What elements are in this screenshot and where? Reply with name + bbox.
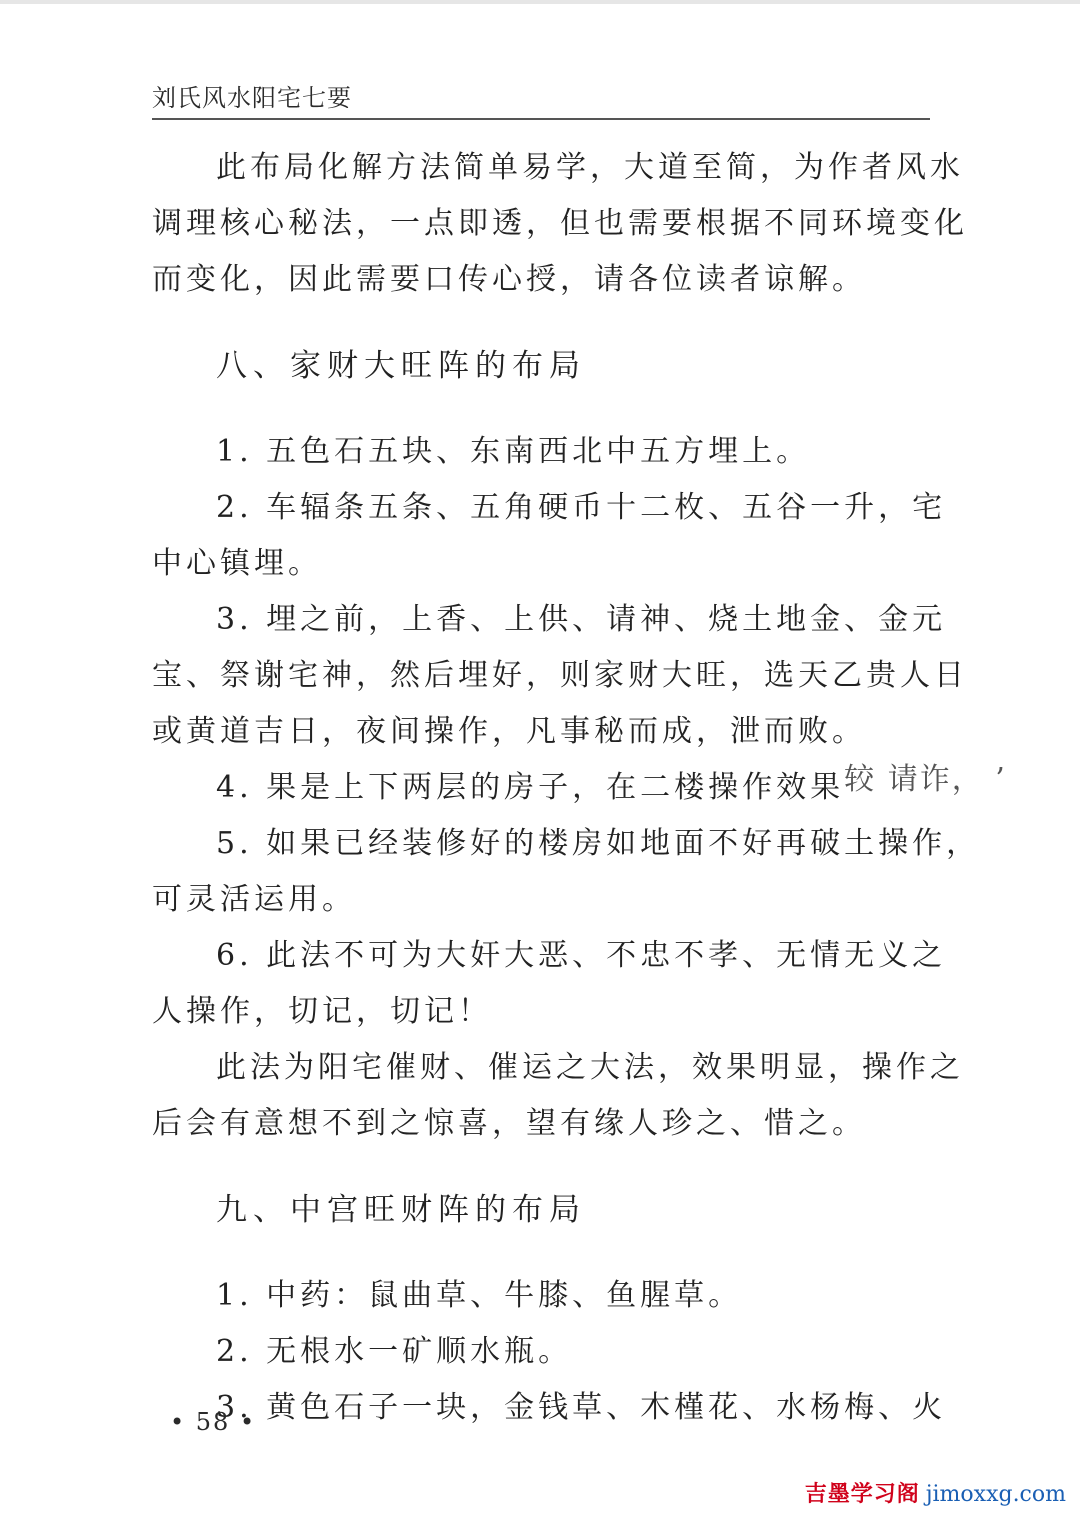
paragraph-line: 而变化，因此需要口传心授，请各位读者谅解。: [152, 262, 866, 297]
running-header: 刘氏风水阳宅七要: [152, 84, 352, 112]
watermark: [805, 1477, 1066, 1508]
list-item-line: 中心镇埋。: [152, 546, 322, 581]
list-item-line: 2. 无根水一矿顺水瓶。: [216, 1334, 573, 1369]
list-item-line: 人操作，切记，切记！: [152, 994, 492, 1029]
paragraph-line: 此布局化解方法简单易学，大道至简，为作者风水: [216, 150, 964, 185]
list-item-line: 2. 车辐条五条、五角硬币十二枚、五谷一升，宅: [216, 490, 947, 525]
list-item-line: 或黄道吉日，夜间操作，凡事秘而成，泄而败。: [152, 714, 866, 749]
item4-text: 4. 果是上下两层的房子，在二楼操作效果: [216, 770, 845, 805]
item4-smudged-text: 较 请诈， ’: [844, 762, 1007, 797]
list-item-line: 1. 五色石五块、东南西北中五方埋上。: [216, 434, 811, 469]
page-body: [152, 140, 1007, 1436]
list-item-line: 5. 如果已经装修好的楼房如地面不好再破土操作，: [216, 826, 981, 861]
paragraph-line: 后会有意想不到之惊喜，望有缘人珍之、惜之。: [152, 1106, 866, 1141]
page-number: • 58 •: [170, 1408, 257, 1436]
list-item-line: 3. 黄色石子一块，金钱草、木槿花、水杨梅、火: [216, 1390, 947, 1425]
paragraph-line: 此法为阳宅催财、催运之大法，效果明显，操作之: [216, 1050, 964, 1085]
paragraph-line: 调理核心秘法，一点即透，但也需要根据不同环境变化: [152, 206, 968, 241]
watermark-url: jimoxxg.com: [925, 1482, 1066, 1507]
list-item-line: 6. 此法不可为大奸大恶、不忠不孝、无情无义之: [216, 938, 947, 973]
list-item-line: [152, 760, 1007, 816]
list-item-line: 宝、祭谢宅神，然后埋好，则家财大旺，选天乙贵人日: [152, 658, 968, 693]
section-heading-8: 八、家财大旺阵的布局: [216, 348, 586, 384]
list-item-line: 3. 埋之前，上香、上供、请神、烧土地金、金元: [216, 602, 947, 637]
header-rule: [152, 118, 930, 120]
scan-top-border: [0, 0, 1080, 4]
section-heading-9: 九、中宫旺财阵的布局: [216, 1192, 586, 1228]
watermark-brand: 吉墨学习阁: [804, 1482, 920, 1507]
list-item-line: 可灵活运用。: [152, 882, 356, 917]
list-item-line: 1. 中药：鼠曲草、牛膝、鱼腥草。: [216, 1278, 743, 1313]
